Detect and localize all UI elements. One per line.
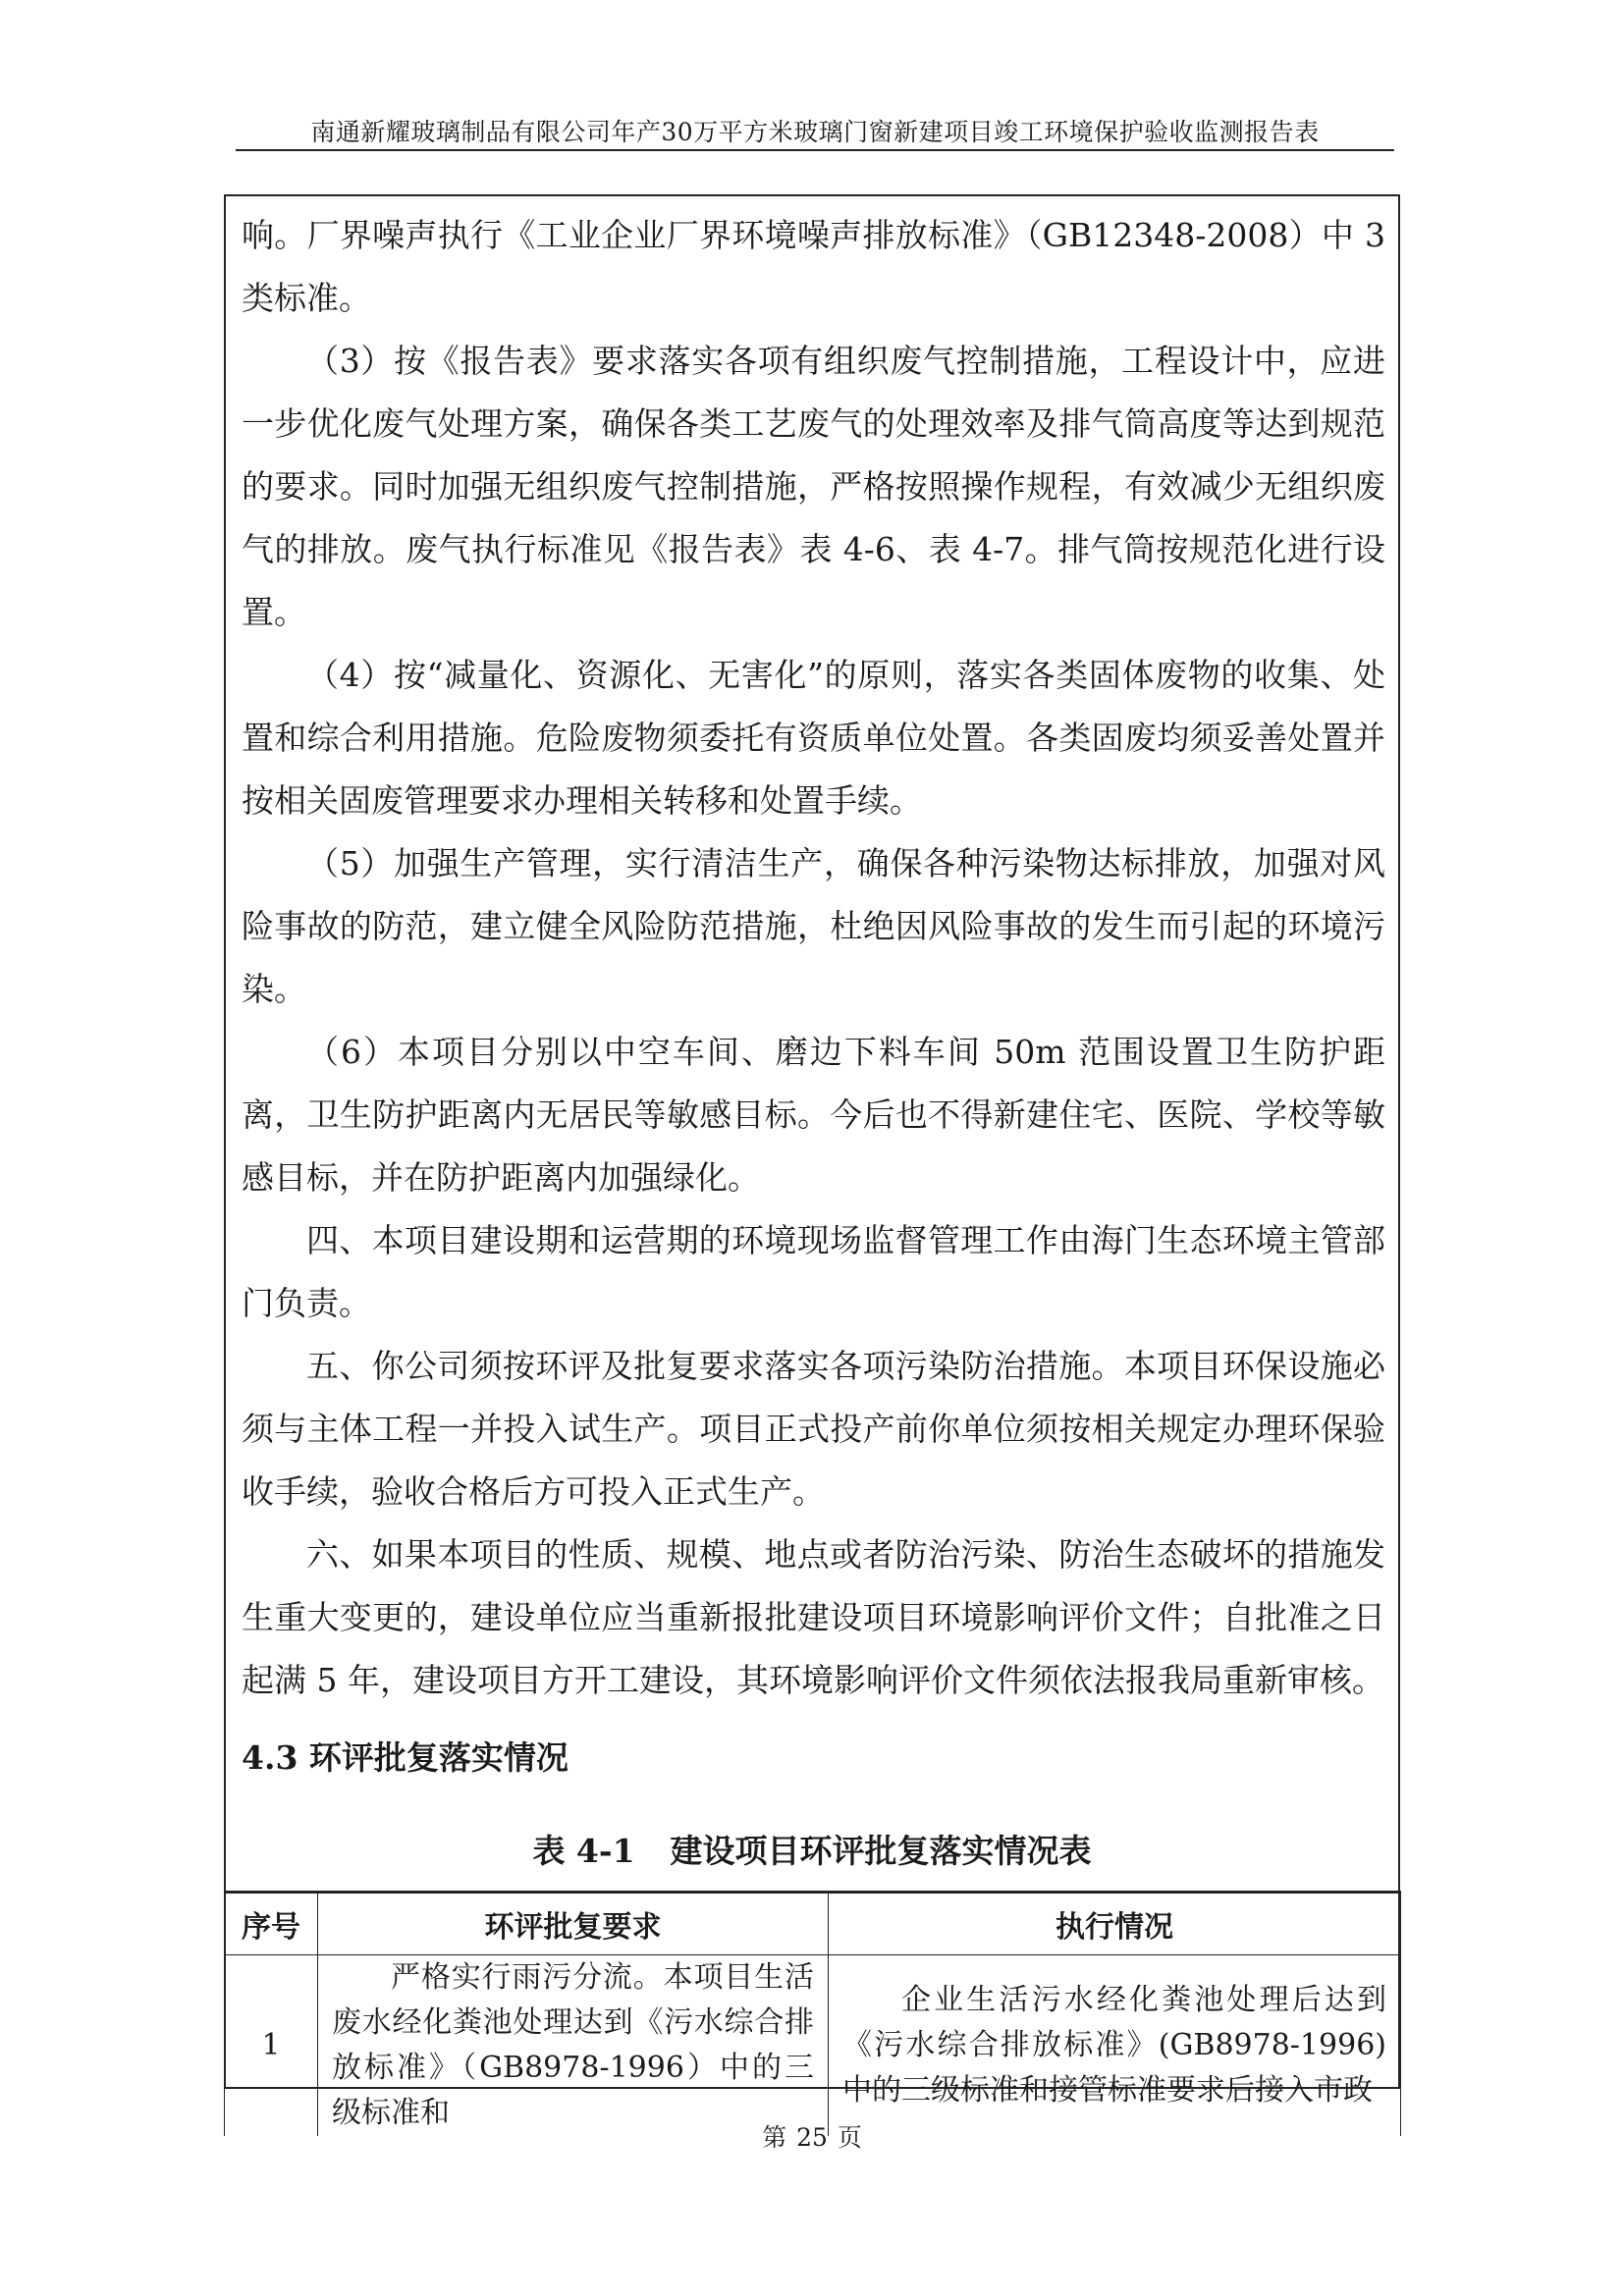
cell-status (829, 1955, 1401, 2137)
page-footer (0, 2118, 1624, 2154)
section-heading: 4.3 环评批复落实情况 (242, 1738, 568, 1777)
header-divider (236, 149, 1394, 151)
page-prefix: 第 (762, 2123, 787, 2152)
table-row (225, 1955, 1401, 2137)
page-suffix: 页 (837, 2123, 862, 2152)
cell-requirement (318, 1955, 829, 2137)
column-header-requirement: 环评批复要求 (318, 1893, 829, 1955)
paragraph-production-management: （5）加强生产管理，实行清洁生产，确保各种污染物达标排放，加强对风险事故的防范，建立健全风险防范措施，杜绝因风险事故的发生而引起的环境污染。 (242, 844, 1385, 1008)
column-header-seq: 序号 (225, 1893, 318, 1955)
table-caption-number: 表 4-1 (532, 1832, 635, 1870)
paragraph-noise-standard: 响。厂界噪声执行《工业企业厂界环境噪声排放标准》（GB12348-2008）中 3 类标准。 (242, 216, 1385, 317)
paragraph-waste-gas: （3）按《报告表》要求落实各项有组织废气控制措施，工程设计中，应进一步优化废气处理方案，确保各类工艺废气的处理效率及排气筒高度等达到规范的要求。同时加强无组织废气控制措施，严格按照操作规程，有效减少无组织废气的排放。废气执行标准见《报告表》表 4-6、表 4-7。排气筒按规范化进行设置。 (242, 342, 1385, 631)
body-text (242, 204, 1385, 1712)
page-number: 25 (796, 2123, 828, 2152)
paragraph-solid-waste: （4）按“减量化、资源化、无害化”的原则，落实各类固体废物的收集、处置和综合利用措施。危险废物须委托有资质单位处置。各类固废均须妥善处置并按相关固废管理要求办理相关转移和处置手续。 (242, 656, 1385, 820)
column-header-status: 执行情况 (829, 1893, 1401, 1955)
approval-table (224, 1891, 1401, 2136)
cell-seq: 1 (225, 1955, 318, 2137)
document-header-title: 南通新耀玻璃制品有限公司年产30万平方米玻璃门窗新建项目竣工环境保护验收监测报告表 (310, 118, 1320, 146)
table-header-row (225, 1893, 1401, 1955)
paragraph-major-changes: 六、如果本项目的性质、规模、地点或者防治污染、防治生态破坏的措施发生重大变更的，建设单位应当重新报批建设项目环境影响评价文件；自批准之日起满 5 年，建设项目方开工建设，其环境影响评价文件须依法报我局重新审核。 (242, 1535, 1385, 1699)
requirement-text: 严格实行雨污分流。本项目生活废水经化粪池处理达到《污水综合排放标准》（GB8978-1996）中的三级标准和 (332, 1960, 814, 2130)
status-text: 企业生活污水经化粪池处理后达到《污水综合排放标准》(GB8978-1996)中的三级标准和接管标准要求后接入市政 (842, 1983, 1386, 2108)
paragraph-pollution-measures: 五、你公司须按环评及批复要求落实各项污染防治措施。本项目环保设施必须与主体工程一并投入试生产。项目正式投产前你单位须按相关规定办理环保验收手续，验收合格后方可投入正式生产。 (242, 1347, 1385, 1511)
table-caption-title: 建设项目环评批复落实情况表 (670, 1832, 1092, 1870)
paragraph-supervision: 四、本项目建设期和运营期的环境现场监督管理工作由海门生态环境主管部门负责。 (242, 1221, 1385, 1322)
paragraph-protection-distance: （6）本项目分别以中空车间、磨边下料车间 50m 范围设置卫生防护距离，卫生防护距离内无居民等敏感目标。今后也不得新建住宅、医院、学校等敏感目标，并在防护距离内加强绿化。 (242, 1033, 1385, 1197)
table-caption (224, 1826, 1400, 1872)
